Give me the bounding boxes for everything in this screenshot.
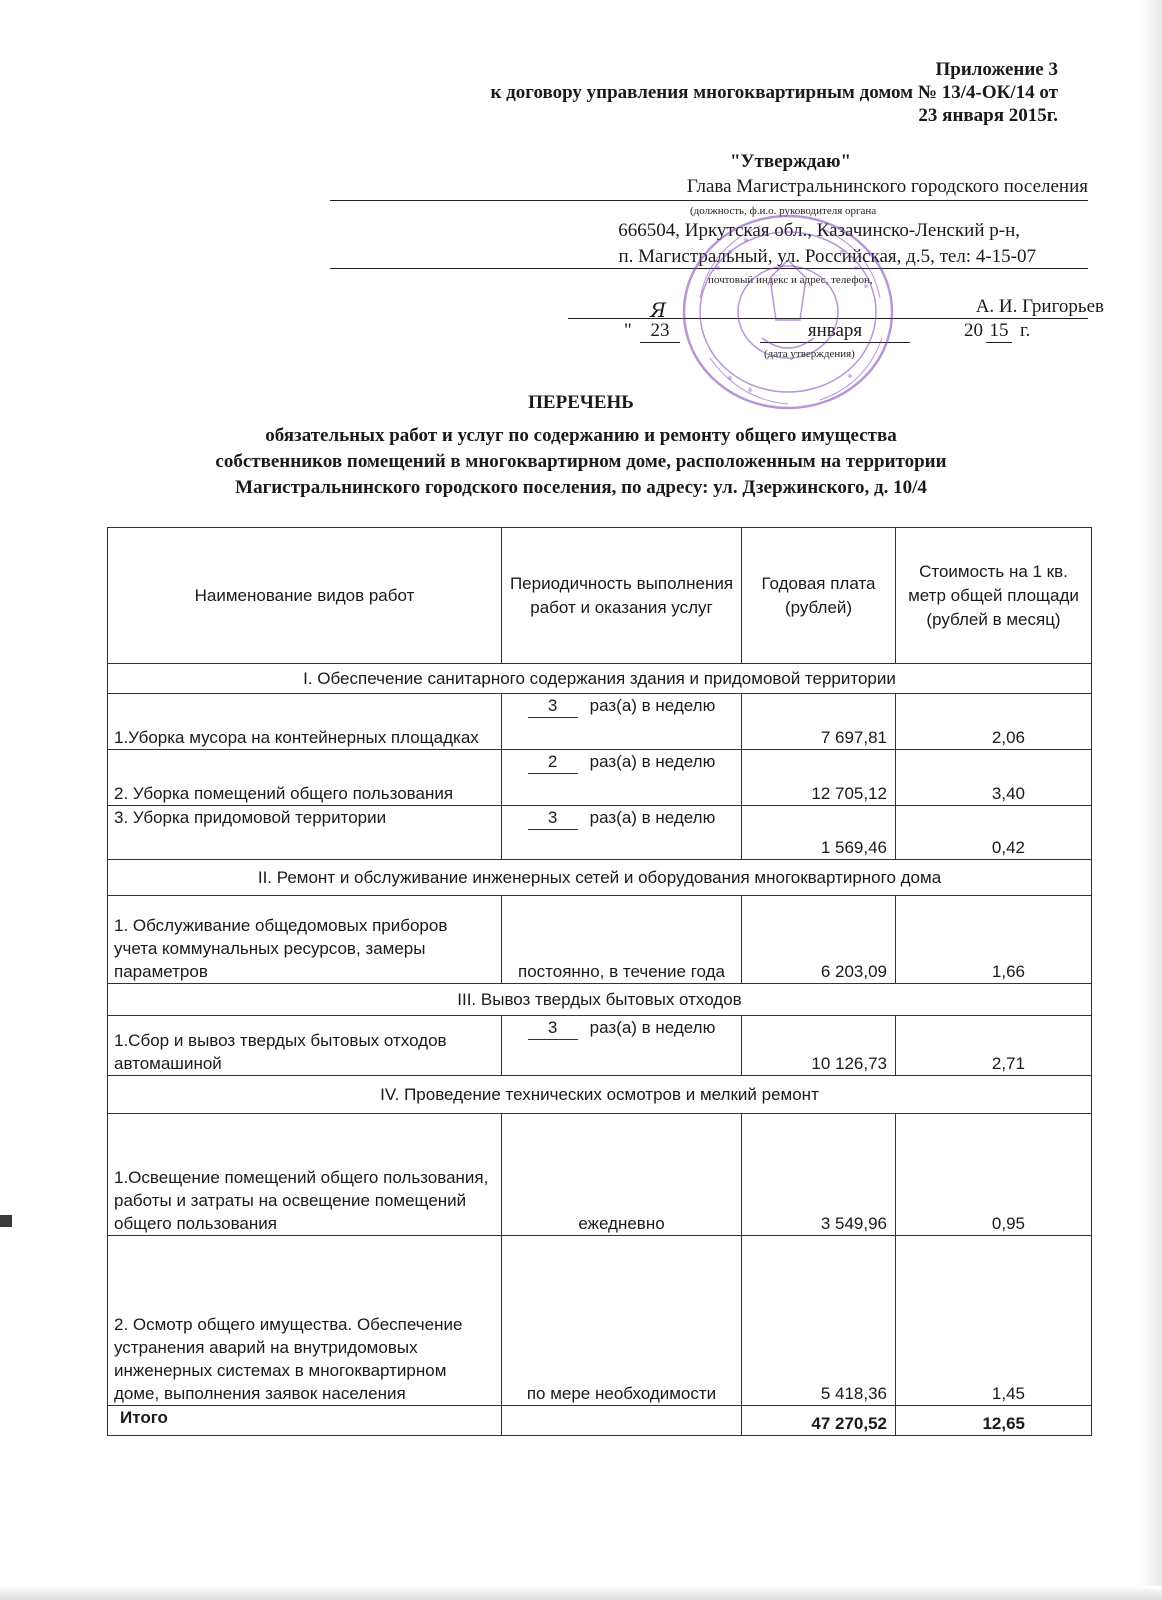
document-subtitle-1: обязательных работ и услуг по содержанию и ремонту общего имущества	[265, 425, 897, 446]
period-text: ежедневно	[502, 1114, 742, 1236]
date-year: 15	[986, 320, 1012, 343]
appendix-line-2: к договору управления многоквартирным домом № 13/4-ОК/14 от	[490, 82, 1058, 103]
period-text: раз(а) в неделю	[589, 1018, 716, 1037]
document-title: ПЕРЕЧЕНЬ	[528, 392, 634, 413]
per-sqm-value: 3,40	[896, 750, 1092, 806]
table-row	[108, 806, 1092, 860]
work-name: 2. Уборка помещений общего пользования	[108, 750, 502, 806]
date-note: (дата утверждения)	[764, 348, 855, 360]
total-annual: 47 270,52	[742, 1406, 896, 1436]
per-sqm-value: 0,95	[896, 1114, 1092, 1236]
per-sqm-value: 2,06	[896, 694, 1092, 750]
section-title: III. Вывоз твердых бытовых отходов	[108, 984, 1092, 1016]
appendix-line-3: 23 января 2015г.	[918, 105, 1058, 126]
official-stamp-icon	[670, 208, 900, 418]
period-text: постоянно, в течение года	[502, 896, 742, 984]
document-subtitle-2: собственников помещений в многоквартирном доме, расположенным на территории	[215, 451, 947, 472]
section-row	[108, 984, 1092, 1016]
date-suffix: г.	[1020, 320, 1031, 341]
annual-value: 3 549,96	[742, 1114, 896, 1236]
signature-mark: Я	[650, 298, 667, 322]
annual-value: 6 203,09	[742, 896, 896, 984]
annual-value: 7 697,81	[742, 694, 896, 750]
period-text: раз(а) в неделю	[589, 752, 716, 771]
date-month: января	[760, 320, 910, 343]
table-row	[108, 694, 1092, 750]
per-sqm-value: 0,42	[896, 806, 1092, 860]
annual-value: 10 126,73	[742, 1016, 896, 1076]
total-per-sqm: 12,65	[896, 1406, 1092, 1436]
signer-name: А. И. Григорьев	[975, 296, 1104, 317]
period-text: раз(а) в неделю	[589, 808, 716, 827]
annual-value: 12 705,12	[742, 750, 896, 806]
date-quote: "	[624, 320, 632, 341]
scan-edge-bottom	[0, 1586, 1162, 1600]
work-name: 3. Уборка придомовой территории	[108, 806, 502, 860]
section-title: IV. Проведение технических осмотров и мелкий ремонт	[108, 1076, 1092, 1114]
header-period: Периодичность выполнения работ и оказания услуг	[502, 528, 742, 664]
per-sqm-value: 1,45	[896, 1236, 1092, 1406]
work-name: 1.Уборка мусора на контейнерных площадках	[108, 694, 502, 750]
appendix-header	[490, 58, 1058, 127]
period-count: 3	[528, 806, 578, 830]
period-count: 2	[528, 750, 578, 774]
total-empty-cell	[502, 1406, 742, 1436]
table-row	[108, 896, 1092, 984]
section-row	[108, 1076, 1092, 1114]
period-text: по мере необходимости	[502, 1236, 742, 1406]
section-title: I. Обеспечение санитарного содержания здания и придомовой территории	[108, 664, 1092, 694]
table-row	[108, 1236, 1092, 1406]
scan-edge-right	[1140, 0, 1162, 1600]
work-name: 1.Освещение помещений общего пользования, работы и затраты на освещение помещений общего пользования	[108, 1114, 502, 1236]
header-name: Наименование видов работ	[108, 528, 502, 664]
table-row	[108, 1016, 1092, 1076]
position-rule	[330, 200, 1088, 201]
table-row	[108, 1114, 1092, 1236]
period-count: 3	[528, 1016, 578, 1040]
annual-value: 1 569,46	[742, 806, 896, 860]
total-label: Итого	[108, 1406, 502, 1436]
section-row	[108, 664, 1092, 694]
approval-title: "Утверждаю"	[730, 151, 852, 172]
per-sqm-value: 2,71	[896, 1016, 1092, 1076]
approval-position: Глава Магистральнинского городского поселения	[686, 176, 1088, 197]
date-year-prefix: 20	[964, 320, 983, 341]
period-text: раз(а) в неделю	[589, 696, 716, 715]
address-note: почтовый индекс и адрес, телефон,	[708, 274, 873, 286]
table-header-row	[108, 528, 1092, 664]
works-table	[107, 527, 1092, 1436]
section-title: II. Ремонт и обслуживание инженерных сетей и оборудования многоквартирного дома	[108, 860, 1092, 896]
period-count: 3	[528, 694, 578, 718]
work-name: 1.Сбор и вывоз твердых бытовых отходов автомашиной	[108, 1016, 502, 1076]
document-subtitle-3: Магистральнинского городского поселения, по адресу: ул. Дзержинского, д. 10/4	[235, 477, 927, 498]
approval-address-2: п. Магистральный, ул. Российская, д.5, тел: 4-15-07	[618, 246, 1036, 267]
work-name: 1. Обслуживание общедомовых приборов учета коммунальных ресурсов, замеры параметров	[108, 896, 502, 984]
annual-value: 5 418,36	[742, 1236, 896, 1406]
total-row	[108, 1406, 1092, 1436]
header-per-sqm: Стоимость на 1 кв. метр общей площади (рублей в месяц)	[896, 528, 1092, 664]
work-name: 2. Осмотр общего имущества. Обеспечение устранения аварий на внутридомовых инженерных системах в многоквартирном доме, выполнения заявок населения	[108, 1236, 502, 1406]
table-row	[108, 750, 1092, 806]
position-note: (должность, ф.и.о. руководителя органа	[690, 205, 877, 217]
approval-address-1: 666504, Иркутская обл., Казачинско-Ленский р-н,	[618, 220, 1020, 241]
per-sqm-value: 1,66	[896, 896, 1092, 984]
appendix-line-1: Приложение 3	[935, 59, 1058, 80]
section-row	[108, 860, 1092, 896]
scan-edge-mark	[0, 1215, 12, 1227]
header-annual: Годовая плата (рублей)	[742, 528, 896, 664]
date-day: 23	[640, 320, 680, 343]
